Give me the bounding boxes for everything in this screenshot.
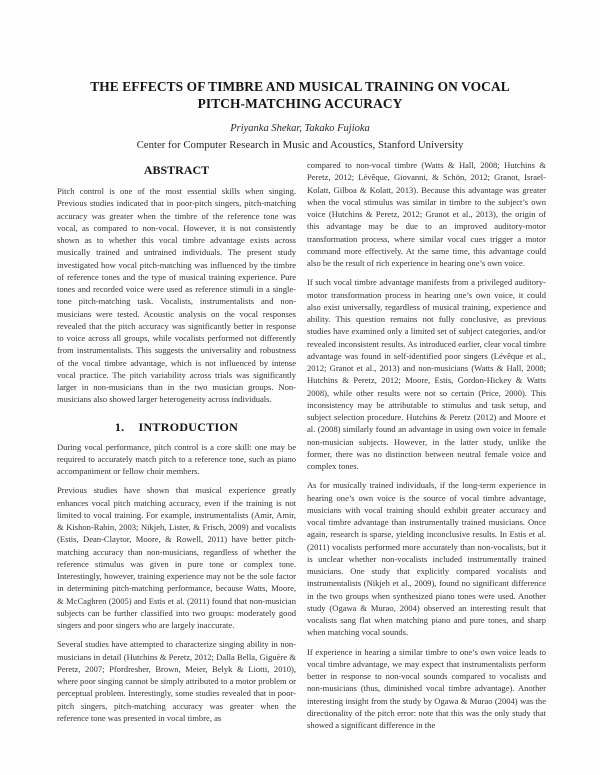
paper-title-line-1: THE EFFECTS OF TIMBRE AND MUSICAL TRAINING ON VOCAL [90,79,510,94]
paper-affiliation: Center for Computer Research in Music and Acoustics, Stanford University [136,139,464,151]
paper-title-line-2: PITCH-MATCHING ACCURACY [197,96,403,111]
intro-paragraph-4: If such vocal timbre advantage manifests from a privileged auditory-motor transformation process in hearing one’s own voice, it could also exist universally, regardless of musical training, experience and ability. This question remains not fully conclusive, as previous studies have examined only a limited set of subject categories, and/or revealed inconsistent results. As introduced earlier, clear vocal timbre advantage was found in self-identified poor singers (Lévêque et al., 2012; Granot et al., 2013) and non-musicians (Watts & Hall, 2008; Hutchins & Peretz, 2012; Moore, Estis, Gordon-Hickey & Watts 2008), while other results were not so certain (Price, 2000). This inconsistency may be attributable to stimulus and task setup, and subject selection procedure. Hutchins & Peretz (2012) and Moore et al. (2008) similarly found an advantage in using own voice in female non-musician subjects. However, in the latter study, unlike the former, there was no distinction between neutral female voice and complex tones. [307,277,546,471]
abstract-heading: ABSTRACT [143,163,210,177]
intro-paragraph-3-continued: compared to non-vocal timbre (Watts & Hall, 2008; Hutchins & Peretz, 2012; Lévêque, Giovanni, & Schön, 2012; Granot, Israel-Kolatt, Gilboa & Kolatt, 2013). Because this advantage was greater when the vocal stimulus was similar in timbre to the subject’s own voice (Hutchins & Peretz, 2012; Granot et al., 2013), the origin of this advantage may be due to an improved auditory-motor transformation process, where similar vocal cues trigger a motor command more effectively. At the same time, this advantage could also be the result of rich experience in hearing one’s own voice. [307,160,546,268]
intro-paragraph-2: Previous studies have shown that musical experience greatly enhances vocal pitch matching accuracy, even if the training is not limited to vocal training. For example, instrumentalists (Amir, Amir, & Kishon-Rabin, 2003; Nikjeh, Lister, & Frisch, 2009) and vocalists (Estis, Dean-Claytor, Moore, & Rowell, 2011) have better pitch-matching accuracy than non-musicians, regardless of whether the reference stimulus was given in pure tone or complex tone. Interestingly, however, training experience may not be the sole factor in determining pitch-matching performance, because Watts, Moore, & McCaghren (2005) and Estis et al. (2011) found that non-musician subjects can be further classified into two groups: moderately good singers and poor singers who are largely inaccurate. [57,485,296,630]
section-title: INTRODUCTION [138,419,239,434]
right-column [307,159,546,738]
abstract-text: Pitch control is one of the most essential skills when singing. Previous studies indicated that in poor-pitch singers, pitch-matching accuracy was greater when the timbre of the reference tone was vocal, as compared to non-vocal. However, it is not consistently shown as to whether this vocal timbre advantage exists across musically trained and untrained individuals. The present study investigated how vocal pitch-matching was influenced by the timbre of reference tones and the type of musical training experience. Pure tones and recorded voice were used as reference stimuli in a single-tone pitch-matching task. Vocalists, instrumentalists and non-musicians were tested. Acoustic analysis on the vocal responses revealed that the pitch accuracy was significantly better in response to voice across all groups, while vocalists performed not differently from instrumentalists. This suggests the universality and robustness of the vocal timbre advantage, which is not influenced by intense vocal practice. The pitch variability across trials was significantly larger in non-musicians than in the two musician groups. Non-musicians also showed larger heterogeneity across individuals. [57,186,296,405]
intro-paragraph-1: During vocal performance, pitch control is a core skill: one may be required to accurately match pitch to a reference tone, such as piano accompaniment or fellow choir members. [57,441,296,476]
section-number: 1. [114,419,125,434]
intro-paragraph-6: If experience in hearing a similar timbre to one’s own voice leads to vocal timbre advantage, we may expect that instrumentalists perform better in response to non-vocal sounds compared to vocalists and non-musicians (thus, diminished vocal timbre advantage). Another interesting insight from the study by Ogawa & Murao (2004) was the directionality of the pitch error: note that this was the only study that showed a significant difference in the [307,646,546,730]
left-column [57,162,296,731]
intro-paragraph-3: Several studies have attempted to characterize singing ability in non-musicians in detail (Hutchins & Peretz, 2012; Dalla Bella, Giguère & Peretz, 2007; Pfordresher, Brown, Meier, Belyk & Liotti, 2010), where poor singing cannot be simply attributed to a motor problem or perceptual problem. Interestingly, some studies revealed that in poor-pitch singers, pitch-matching accuracy was greater when the reference tone was presented in vocal timbre, as [57,639,296,723]
intro-paragraph-5: As for musically trained individuals, if the long-term experience in hearing one’s own voice is the source of vocal timbre advantage, musicians with vocal training should exhibit greater accuracy and vocal timbre advantage than instrumentally trained musicians. Once again, research is sparse, yielding inconclusive results. In Estis et al. (2011) vocalists performed more accurately than non-vocalists, but it is unclear whether non-vocalists included instrumentally trained musicians. One study that explicitly compared vocalists and instrumentalists (Nikjeh et al., 2009), found no significant difference in the two groups when synthesized piano tones were used. Another study (Ogawa & Murao, 2004) observed an interesting result that vocalists sang flat when matching piano and pure tones, and sharp when matching vocal sounds. [307,480,546,638]
paper-title [0,78,600,112]
paper-authors: Priyanka Shekar, Takako Fujioka [230,123,370,134]
introduction-heading [57,419,296,435]
